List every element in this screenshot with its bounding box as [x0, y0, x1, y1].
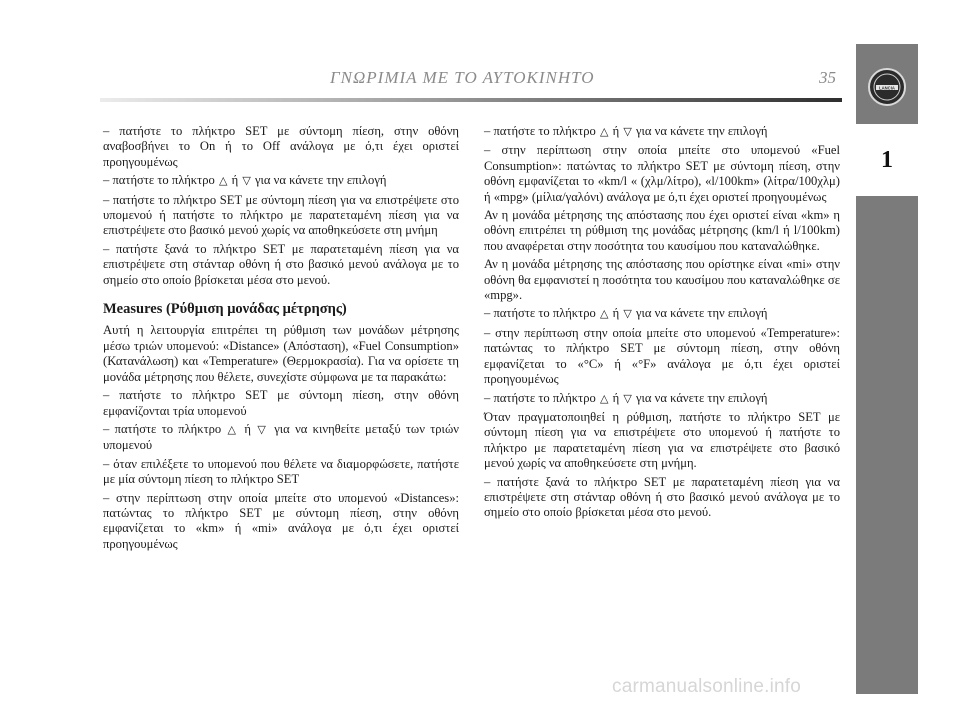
paragraph: Αυτή η λειτουργία επιτρέπει τη ρύθμιση των μονάδων μέτρησης μέσω τριών υπομενού: «Distance» (Απόσταση), «Fuel Consumption» (Κατανάλωση) και «Temperature» (Θερμοκρασία). Για να ορίσετε τη μονάδα μέτρησης που θέλετε, συνεχίστε σύμφωνα με τα παρακάτω:: [103, 323, 459, 384]
paragraph-text: για να κάνετε την επιλογή: [635, 306, 768, 321]
paragraph: – πατήστε το πλήκτρο SET με σύντομη πίεση για να επιστρέψετε στο υπομενού ή πατήστε το πλήκτρο με παρατεταμένη πίεση για να επιστρέψετε στο βασικό μενού χωρίς να αποθηκεύσετε στη μνήμη: [103, 192, 459, 238]
paragraph: [484, 306, 840, 322]
paragraph: – πατήστε το πλήκτρο SET με σύντομη πίεση, στην οθόνη αναβοσβήνει το On ή το Off ανάλογα με ό,τι έχει οριστεί προηγουμένως: [103, 124, 459, 169]
paragraph: – στην περίπτωση στην οποία μπείτε στο υπομενού «Distances»: πατώντας το πλήκτρο SET με σύντομη πίεση, στην οθόνη εμφανίζεται το «km» ή «mi» ανάλογα με ό,τι έχει οριστεί προηγουμένως: [103, 490, 459, 551]
paragraph-text: – πατήστε το πλήκτρο: [103, 173, 215, 188]
paragraph: – πατήστε το πλήκτρο SET με σύντομη πίεση, στην οθόνη εμφανίζονται τρία υπομενού: [103, 388, 459, 418]
paragraph: [103, 173, 459, 189]
paragraph: – στην περίπτωση στην οποία μπείτε στο υπομενού «Fuel Consumption»: πατώντας το πλήκτρο SET με σύντομη πίεση, στην οθόνη εμφανίζεται το «km/l « (χλμ/λίτρο), «l/100km» (λίτρα/100χλμ) ή «mpg» (μίλια/γαλόνι) ανάλογα με ό,τι έχει οριστεί προηγουμένως: [484, 143, 840, 204]
paragraph-text: – πατήστε το πλήκτρο: [484, 124, 596, 138]
paragraph: – πατήστε ξανά το πλήκτρο SET με παρατεταμένη πίεση για να επιστρέψετε στη στάνταρ οθόνη ή στο βασικό μενού ανάλογα με το σημείο στο οποίο βρίσκεται μέσα στο μενού.: [103, 241, 459, 287]
chapter-sidebar: [856, 44, 918, 694]
right-column: [484, 124, 840, 524]
triangle-down-icon: ▽: [242, 175, 251, 188]
paragraph-text: – πατήστε το πλήκτρο: [484, 306, 596, 321]
paragraph: [103, 422, 459, 454]
triangle-up-icon: △: [599, 392, 609, 405]
paragraph-text: ή: [231, 173, 239, 188]
paragraph: – πατήστε ξανά το πλήκτρο SET με παρατεταμένη πίεση για να επιστρέψετε στη στάνταρ οθόνη ή στο βασικό μενού ανάλογα με το σημείο στο οποίο βρίσκεται μέσα στο μενού.: [484, 474, 840, 520]
triangle-down-icon: ▽: [257, 423, 268, 436]
page-number: 35: [819, 68, 836, 87]
paragraph: [484, 124, 840, 140]
triangle-up-icon: △: [227, 423, 239, 436]
triangle-down-icon: ▽: [623, 126, 632, 138]
paragraph: Αν η μονάδα μέτρησης της απόστασης που έχει οριστεί είναι «km» η οθόνη επιτρέπει τη ρύθμιση της μονάδας μέτρησης (km/l ή l/100km) που αναφέρεται στην ποσότητα του καυσίμου που καταναλώθηκε.: [484, 208, 840, 253]
triangle-down-icon: ▽: [623, 308, 632, 321]
paragraph-text: – πατήστε το πλήκτρο: [103, 421, 222, 436]
header-rule: [100, 98, 842, 102]
header-title: ΓΝΩΡΙΜΙΑ ΜΕ ΤΟ ΑΥΤΟΚΙΝΗΤΟ: [330, 68, 595, 87]
triangle-up-icon: △: [218, 175, 228, 188]
chapter-tab[interactable]: 1: [856, 124, 918, 196]
section-heading: Measures (Ρύθμιση μονάδας μέτρησης): [103, 301, 347, 318]
paragraph-text: – πατήστε το πλήκτρο: [484, 390, 596, 405]
paragraph: – όταν επιλέξετε το υπομενού που θέλετε να διαμορφώσετε, πατήστε με μία σύντομη πίεση το πλήκτρο SET: [103, 456, 459, 487]
paragraph: Όταν πραγματοποιηθεί η ρύθμιση, πατήστε το πλήκτρο SET με σύντομη πίεση για να επιστρέψετε στο υπομενού ή πατήστε το πλήκτρο με παρατεταμένη πίεση για να επιστρέψετε στο βασικό μενού χωρίς να αποθηκεύσετε στη μνήμη.: [484, 409, 840, 471]
paragraph-text: για να κινηθείτε μεταξύ των τριών υπομενού: [103, 421, 459, 453]
logo-text: LANCIA: [879, 85, 895, 91]
watermark: carmanualsonline.info: [612, 676, 802, 697]
paragraph-text: ή: [612, 306, 620, 321]
paragraph-text: ή: [612, 390, 620, 405]
paragraph-text: ή: [612, 124, 620, 138]
paragraph: Αν η μονάδα μέτρησης της απόστασης που ορίστηκε είναι «mi» στην οθόνη θα εμφανιστεί η ποσότητα του καυσίμου που καταναλώθηκε σε «mpg».: [484, 257, 840, 303]
page-header: [100, 68, 840, 90]
left-column: [103, 124, 459, 555]
paragraph: [484, 391, 840, 407]
triangle-up-icon: △: [599, 126, 609, 138]
paragraph-text: ή: [244, 421, 252, 436]
triangle-down-icon: ▽: [623, 392, 632, 405]
triangle-up-icon: △: [599, 308, 609, 321]
paragraph-text: για να κάνετε την επιλογή: [635, 124, 768, 138]
lancia-logo-icon: [868, 68, 906, 106]
lancia-logo-graphic: [870, 70, 904, 104]
paragraph-text: για να κάνετε την επιλογή: [635, 390, 768, 405]
paragraph: – στην περίπτωση στην οποία μπείτε στο υπομενού «Temperature»: πατώντας το πλήκτρο SET με σύντομη πίεση, στην οθόνη εμφανίζεται το «°C» ή «°F» ανάλογα με ό,τι έχει οριστεί προηγουμένως: [484, 325, 840, 387]
paragraph-text: για να κάνετε την επιλογή: [254, 173, 387, 188]
